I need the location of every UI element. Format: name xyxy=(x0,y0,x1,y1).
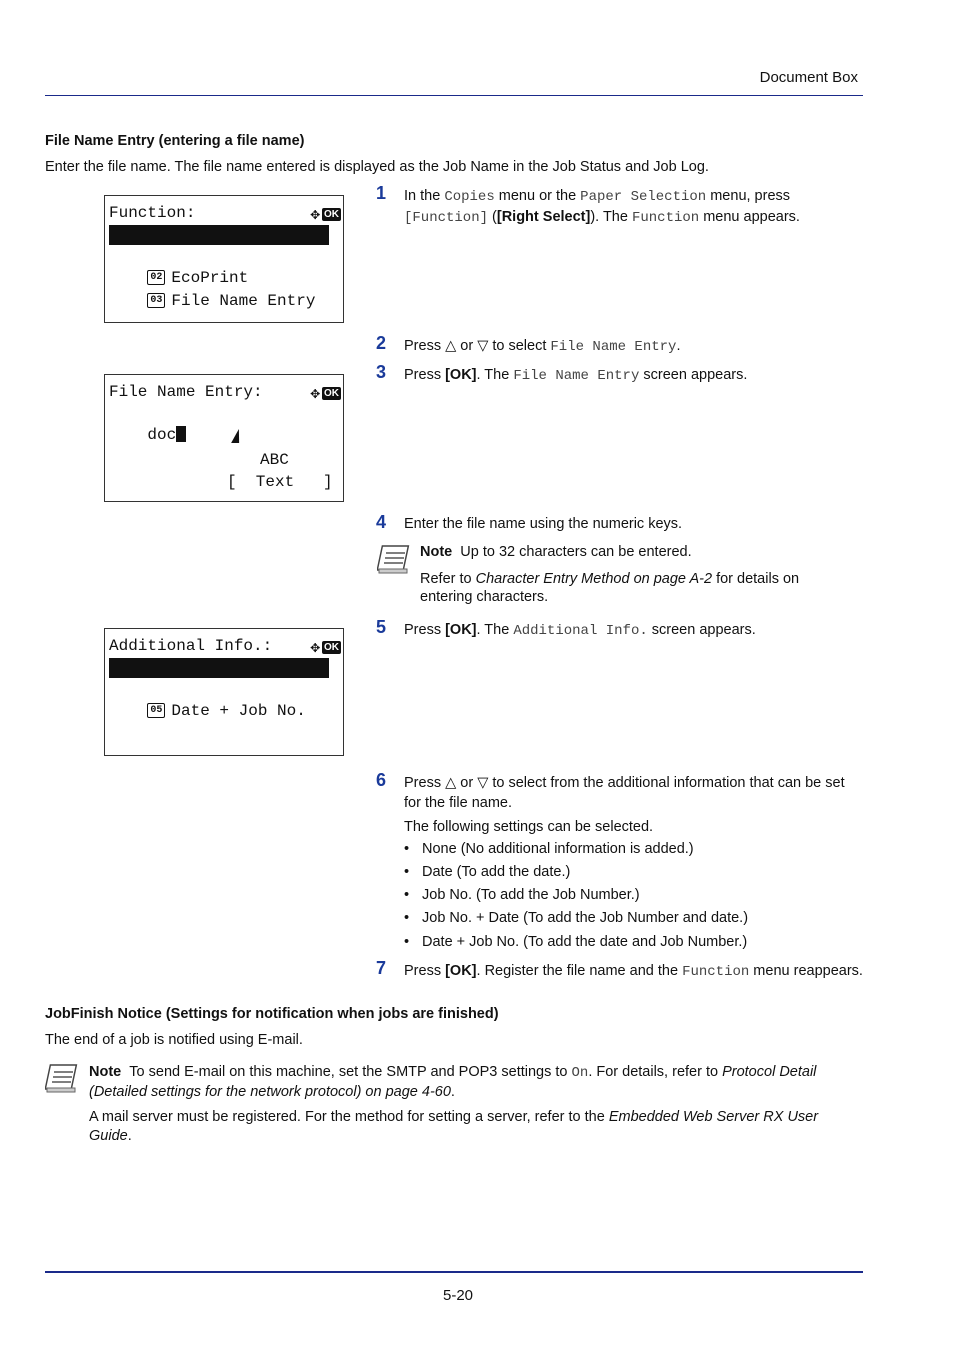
item-number: 05 xyxy=(147,703,165,718)
step-text xyxy=(404,336,864,357)
text: Refer to xyxy=(420,571,476,587)
ok-icon: OK xyxy=(324,641,339,653)
step-text xyxy=(404,620,864,641)
lcd-item xyxy=(109,271,316,310)
four-way-arrow-icon: ✥ xyxy=(310,385,320,403)
step-text xyxy=(404,365,864,386)
list-item: • Date + Job No. (To add the date and Job Number.) xyxy=(404,934,748,950)
lcd-nav-ok xyxy=(310,383,341,403)
code: Copies xyxy=(444,189,495,205)
code: Paper Selection xyxy=(580,189,707,205)
step-subtext: The following settings can be selected. xyxy=(404,819,654,835)
step-number: 7 xyxy=(376,958,387,978)
list-item: • Job No. (To add the Job Number.) xyxy=(404,887,640,903)
section-intro: Enter the file name. The file name entered is displayed as the Job Name in the Job Status and Job Log. xyxy=(45,159,709,175)
item-label: Duplex xyxy=(171,246,230,264)
section-heading-file-name-entry: File Name Entry (entering a file name) xyxy=(45,133,305,149)
step-text xyxy=(404,186,864,228)
lcd-title: Function: xyxy=(109,204,196,222)
lcd-function-menu xyxy=(104,195,344,323)
ok-icon: OK xyxy=(324,387,339,399)
note-line xyxy=(420,544,860,560)
text: menu appears. xyxy=(699,209,800,225)
key-label: [OK] xyxy=(445,963,477,979)
reference-link: Embedded Web Server RX User Guide xyxy=(89,1109,819,1144)
code: File Name Entry xyxy=(513,368,640,384)
item-label: Date + Job No. xyxy=(171,702,306,720)
four-way-arrow-icon: ✥ xyxy=(310,639,320,657)
item-label: File Name Entry xyxy=(171,292,316,310)
entry-value: doc xyxy=(147,426,177,444)
step-number: 2 xyxy=(376,333,387,353)
step-number: 6 xyxy=(376,770,387,790)
step-number: 4 xyxy=(376,512,387,532)
note-label: Note xyxy=(420,544,453,560)
list-item: • Date (To add the date.) xyxy=(404,864,571,880)
section-heading-jobfinish-notice: JobFinish Notice (Settings for notification when jobs are finished) xyxy=(45,1006,499,1022)
lcd-nav-ok xyxy=(310,637,341,657)
step-number: 5 xyxy=(376,617,387,637)
note-icon xyxy=(377,543,413,575)
text: To send E-mail on this machine, set the SMTP and POP3 settings to xyxy=(129,1064,572,1080)
bullet-text: Job No. (To add the Job Number.) xyxy=(422,887,640,903)
text: ( xyxy=(488,209,497,225)
code: On xyxy=(571,1065,589,1081)
page-number: 5-20 xyxy=(442,1287,474,1304)
item-label: *Job No. + Date xyxy=(165,679,310,697)
text: . For details, refer to xyxy=(588,1064,723,1080)
text: . The xyxy=(476,622,514,638)
item-number: 04 xyxy=(147,680,165,695)
text: menu or the xyxy=(494,188,581,204)
lcd-item xyxy=(109,248,249,287)
four-way-arrow-icon: ✥ xyxy=(310,206,320,224)
cursor-block-icon xyxy=(176,426,186,442)
header-section-title: Document Box xyxy=(759,69,858,86)
lcd-softkey-text: [ Text ] xyxy=(227,473,333,491)
text: . xyxy=(676,338,681,354)
section-intro: The end of a job is notified using E-mail. xyxy=(45,1032,303,1048)
text: . The xyxy=(476,367,514,383)
lcd-item-selected xyxy=(109,225,329,264)
key-label: [OK] xyxy=(445,622,477,638)
step-text xyxy=(404,961,864,982)
bullet-text: Date + Job No. (To add the date and Job Number.) xyxy=(422,934,748,950)
list-item: • Job No. + Date (To add the Job Number and date.) xyxy=(404,910,749,926)
key-label: [OK] xyxy=(445,367,477,383)
ok-icon: OK xyxy=(324,208,339,220)
text: . xyxy=(127,1128,132,1144)
code: [Function] xyxy=(404,210,489,226)
bullet-text: Date (To add the date.) xyxy=(422,864,571,880)
lcd-nav-ok xyxy=(310,204,341,224)
note-label: Note xyxy=(89,1064,122,1080)
step-text: Press △ or ▽ to select from the additional information that can be set for the file name. xyxy=(404,775,845,811)
text: Press xyxy=(404,622,446,638)
step-number: 3 xyxy=(376,362,387,382)
lcd-title: File Name Entry: xyxy=(109,383,263,401)
lcd-entry-line xyxy=(109,405,186,444)
code: Additional Info. xyxy=(513,623,648,639)
input-mode-marker-icon xyxy=(231,429,243,443)
lcd-item xyxy=(109,681,306,720)
step-number: 1 xyxy=(376,183,387,203)
key-label: [Right Select] xyxy=(496,209,591,225)
note-icon xyxy=(45,1062,81,1094)
text: In the xyxy=(404,188,445,204)
lcd-additional-info xyxy=(104,628,344,756)
code: File Name Entry xyxy=(550,339,677,355)
text: menu reappears. xyxy=(749,963,863,979)
bullet-text: None (No additional information is added.) xyxy=(422,841,694,857)
text: screen appears. xyxy=(639,367,748,383)
item-label: EcoPrint xyxy=(171,269,249,287)
reference-link: Character Entry Method on page A-2 xyxy=(475,571,713,587)
footer-rule xyxy=(45,1271,863,1273)
reference-link: Protocol Detail (Detailed settings for the network protocol) on page 4-60 xyxy=(89,1064,817,1100)
bullet-text: Job No. + Date (To add the Job Number and date.) xyxy=(422,910,749,926)
note-reference xyxy=(420,570,840,606)
text: ). The xyxy=(590,209,632,225)
lcd-input-mode: ABC xyxy=(260,451,289,469)
lcd-item-selected xyxy=(109,658,329,697)
lcd-file-name-entry xyxy=(104,374,344,502)
list-item: • None (No additional information is added.) xyxy=(404,841,694,857)
code: Function xyxy=(631,210,700,226)
item-number: 03 xyxy=(147,293,165,308)
note-paragraph xyxy=(89,1063,861,1102)
lcd-title: Additional Info.: xyxy=(109,637,273,655)
item-number: 02 xyxy=(147,270,165,285)
text: for details on entering characters. xyxy=(420,571,800,605)
note-paragraph xyxy=(89,1108,861,1146)
text: Press xyxy=(404,963,446,979)
text: A mail server must be registered. For the method for setting a server, refer to the xyxy=(89,1109,609,1125)
text: menu, press xyxy=(706,188,791,204)
text: . Register the file name and the xyxy=(476,963,683,979)
header-rule xyxy=(45,95,863,96)
text: . xyxy=(450,1084,455,1100)
text: screen appears. xyxy=(647,622,756,638)
text: Press △ or ▽ to select xyxy=(404,338,551,354)
item-number: 01 xyxy=(147,247,165,262)
code: Function xyxy=(682,964,750,980)
note-text: Up to 32 characters can be entered. xyxy=(460,544,692,560)
step-text: Enter the file name using the numeric keys. xyxy=(404,516,683,532)
text: Press xyxy=(404,367,446,383)
